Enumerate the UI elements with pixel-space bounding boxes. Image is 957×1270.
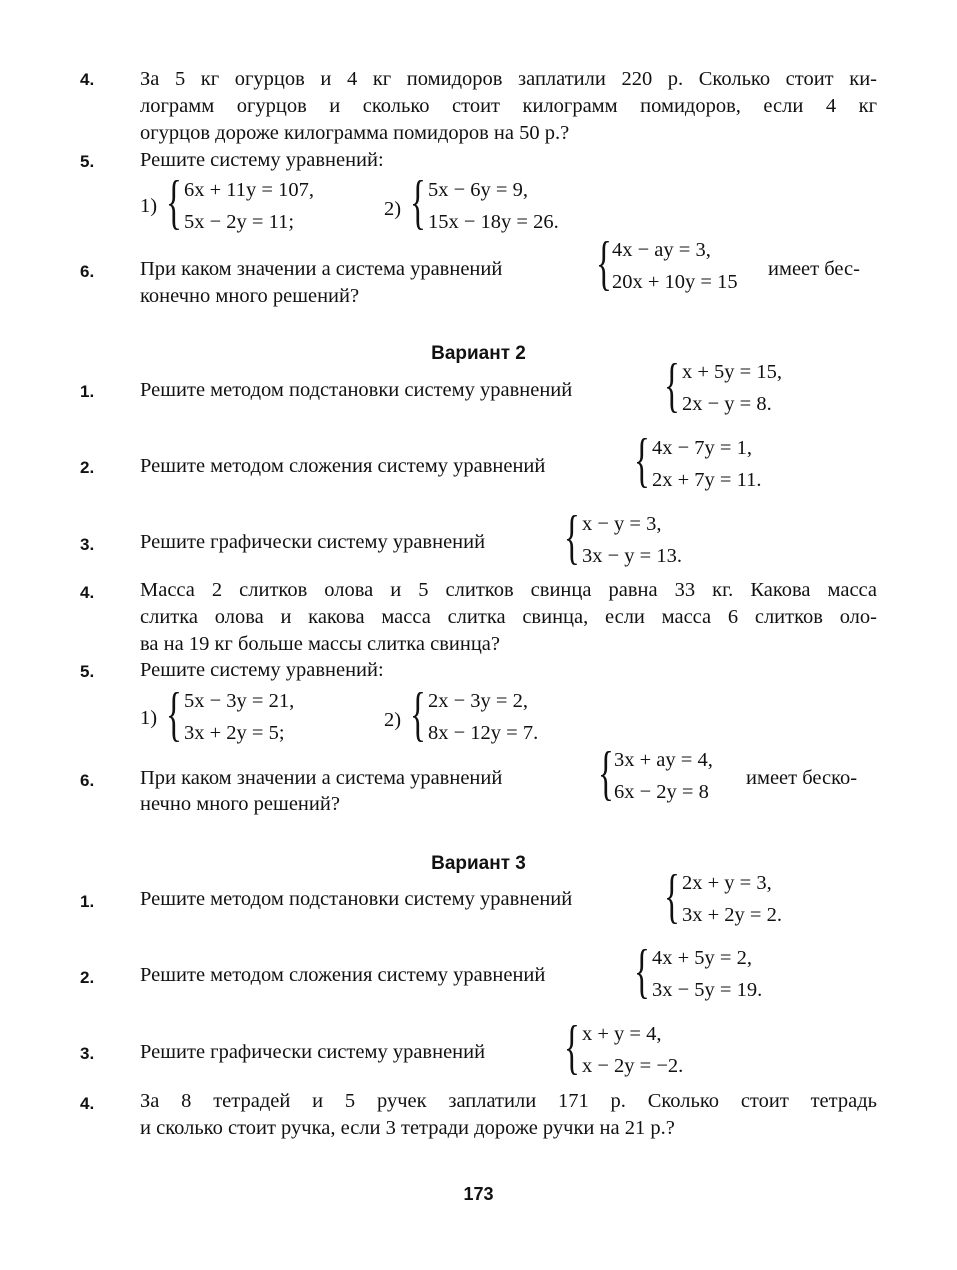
problem-4-line-1: Масса 2 слитков олова и 5 слитков свинца равна 33 кг. Какова масса [140, 579, 877, 601]
problem-3-text: Решите графически систему уравнений [140, 531, 486, 553]
problem-number: 1. [80, 382, 95, 401]
equation-system [184, 685, 294, 749]
problem-number: 3. [80, 1044, 95, 1063]
equation: 3x − 5y = 19. [652, 979, 763, 1001]
equation-system [428, 174, 559, 238]
equation: 2x − 3y = 2, [428, 690, 528, 712]
equation-system [652, 942, 762, 1006]
equation: 4x − 7y = 1, [652, 437, 752, 459]
problem-6-text-continued: имеет беско- [746, 767, 858, 789]
equation-system [652, 432, 762, 496]
problem-5-text: Решите систему уравнений: [140, 659, 384, 681]
problem-number: 5. [80, 662, 95, 681]
system-brace: { [564, 1014, 580, 1080]
equation: 5x − 2y = 11; [184, 211, 295, 233]
system-label: 2) [384, 198, 402, 220]
problem-number: 4. [80, 583, 95, 602]
system-brace: { [596, 230, 612, 296]
equation-system [428, 685, 538, 749]
problem-3-text: Решите графически систему уравнений [140, 1041, 486, 1063]
problem-5-text: Решите систему уравнений: [140, 149, 384, 171]
problem-number: 4. [80, 1094, 95, 1113]
problem-4-line-1: За 5 кг огурцов и 4 кг помидоров заплатили 220 р. Сколько стоит ки- [140, 68, 877, 90]
equation: 8x − 12y = 7. [428, 722, 539, 744]
problem-4-line-2: лограмм огурцов и сколько стоит килограмм помидоров, если 4 кг [140, 95, 877, 117]
system-label: 2) [384, 709, 402, 731]
system-brace: { [634, 938, 650, 1004]
variant-3-heading: Вариант 3 [431, 853, 526, 874]
equation: 6x + 11y = 107, [184, 179, 314, 201]
equation: 5x − 6y = 9, [428, 179, 528, 201]
problem-2-text: Решите методом сложения систему уравнений [140, 964, 546, 986]
equation-system [614, 744, 713, 808]
equation-system [682, 356, 782, 420]
system-brace: { [664, 352, 680, 418]
equation: 4x − ay = 3, [612, 239, 711, 261]
problem-number: 6. [80, 771, 95, 790]
equation-system [184, 174, 314, 238]
problem-1-text: Решите методом подстановки систему уравнений [140, 888, 573, 910]
equation: x + 5y = 15, [682, 361, 782, 383]
equation-system [682, 867, 782, 931]
equation: 2x + y = 3, [682, 872, 772, 894]
problem-number: 3. [80, 535, 95, 554]
problem-number: 1. [80, 892, 95, 911]
system-brace: { [564, 504, 580, 570]
problem-4-line-3: ва на 19 кг больше массы слитка свинца? [140, 633, 500, 655]
equation: x − y = 3, [582, 513, 662, 535]
problem-4-line-3: огурцов дороже килограмма помидоров на 50 р.? [140, 122, 570, 144]
system-brace: { [598, 740, 614, 806]
equation: 15x − 18y = 26. [428, 211, 559, 233]
equation: 3x + 2y = 5; [184, 722, 285, 744]
equation: 5x − 3y = 21, [184, 690, 295, 712]
equation: 2x + 7y = 11. [652, 469, 762, 491]
problem-1-text: Решите методом подстановки систему уравнений [140, 379, 573, 401]
equation: 3x + ay = 4, [614, 749, 713, 771]
equation-system [612, 234, 738, 298]
system-brace: { [664, 863, 680, 929]
equation: 6x − 2y = 8 [614, 781, 709, 803]
system-label: 1) [140, 195, 158, 217]
equation-system [582, 1018, 683, 1082]
equation: 20x + 10y = 15 [612, 271, 738, 293]
equation: 2x − y = 8. [682, 393, 772, 415]
problem-number: 5. [80, 152, 95, 171]
system-brace: { [634, 427, 650, 493]
problem-4-line-2: слитка олова и какова масса слитка свинца, если масса 6 слитков оло- [140, 606, 877, 628]
system-brace: { [166, 681, 182, 747]
problem-4-line-1: За 8 тетрадей и 5 ручек заплатили 171 р. Сколько стоит тетрадь [140, 1090, 877, 1112]
equation: 3x − y = 13. [582, 545, 682, 567]
problem-6-text: При каком значении a система уравнений [140, 767, 503, 789]
variant-2-heading: Вариант 2 [431, 343, 526, 364]
equation: x − 2y = −2. [582, 1055, 684, 1077]
page-number: 173 [463, 1184, 494, 1204]
system-brace: { [166, 169, 182, 235]
equation: 3x + 2y = 2. [682, 904, 782, 926]
equation-system [582, 508, 682, 572]
problem-number: 2. [80, 968, 95, 987]
system-brace: { [410, 681, 426, 747]
problem-2-text: Решите методом сложения систему уравнений [140, 455, 546, 477]
problem-number: 6. [80, 262, 95, 281]
problem-number: 2. [80, 458, 95, 477]
problem-6-line-2: нечно много решений? [140, 793, 340, 815]
problem-4-line-2: и сколько стоит ручка, если 3 тетради дороже ручки на 21 р.? [140, 1117, 675, 1139]
system-brace: { [410, 169, 426, 235]
problem-6-text: При каком значении a система уравнений [140, 258, 503, 280]
problem-6-text-continued: имеет бес- [768, 258, 860, 280]
system-label: 1) [140, 707, 158, 729]
equation: 4x + 5y = 2, [652, 947, 752, 969]
equation: x + y = 4, [582, 1023, 662, 1045]
problem-number: 4. [80, 70, 95, 89]
problem-6-line-2: конечно много решений? [140, 285, 360, 307]
